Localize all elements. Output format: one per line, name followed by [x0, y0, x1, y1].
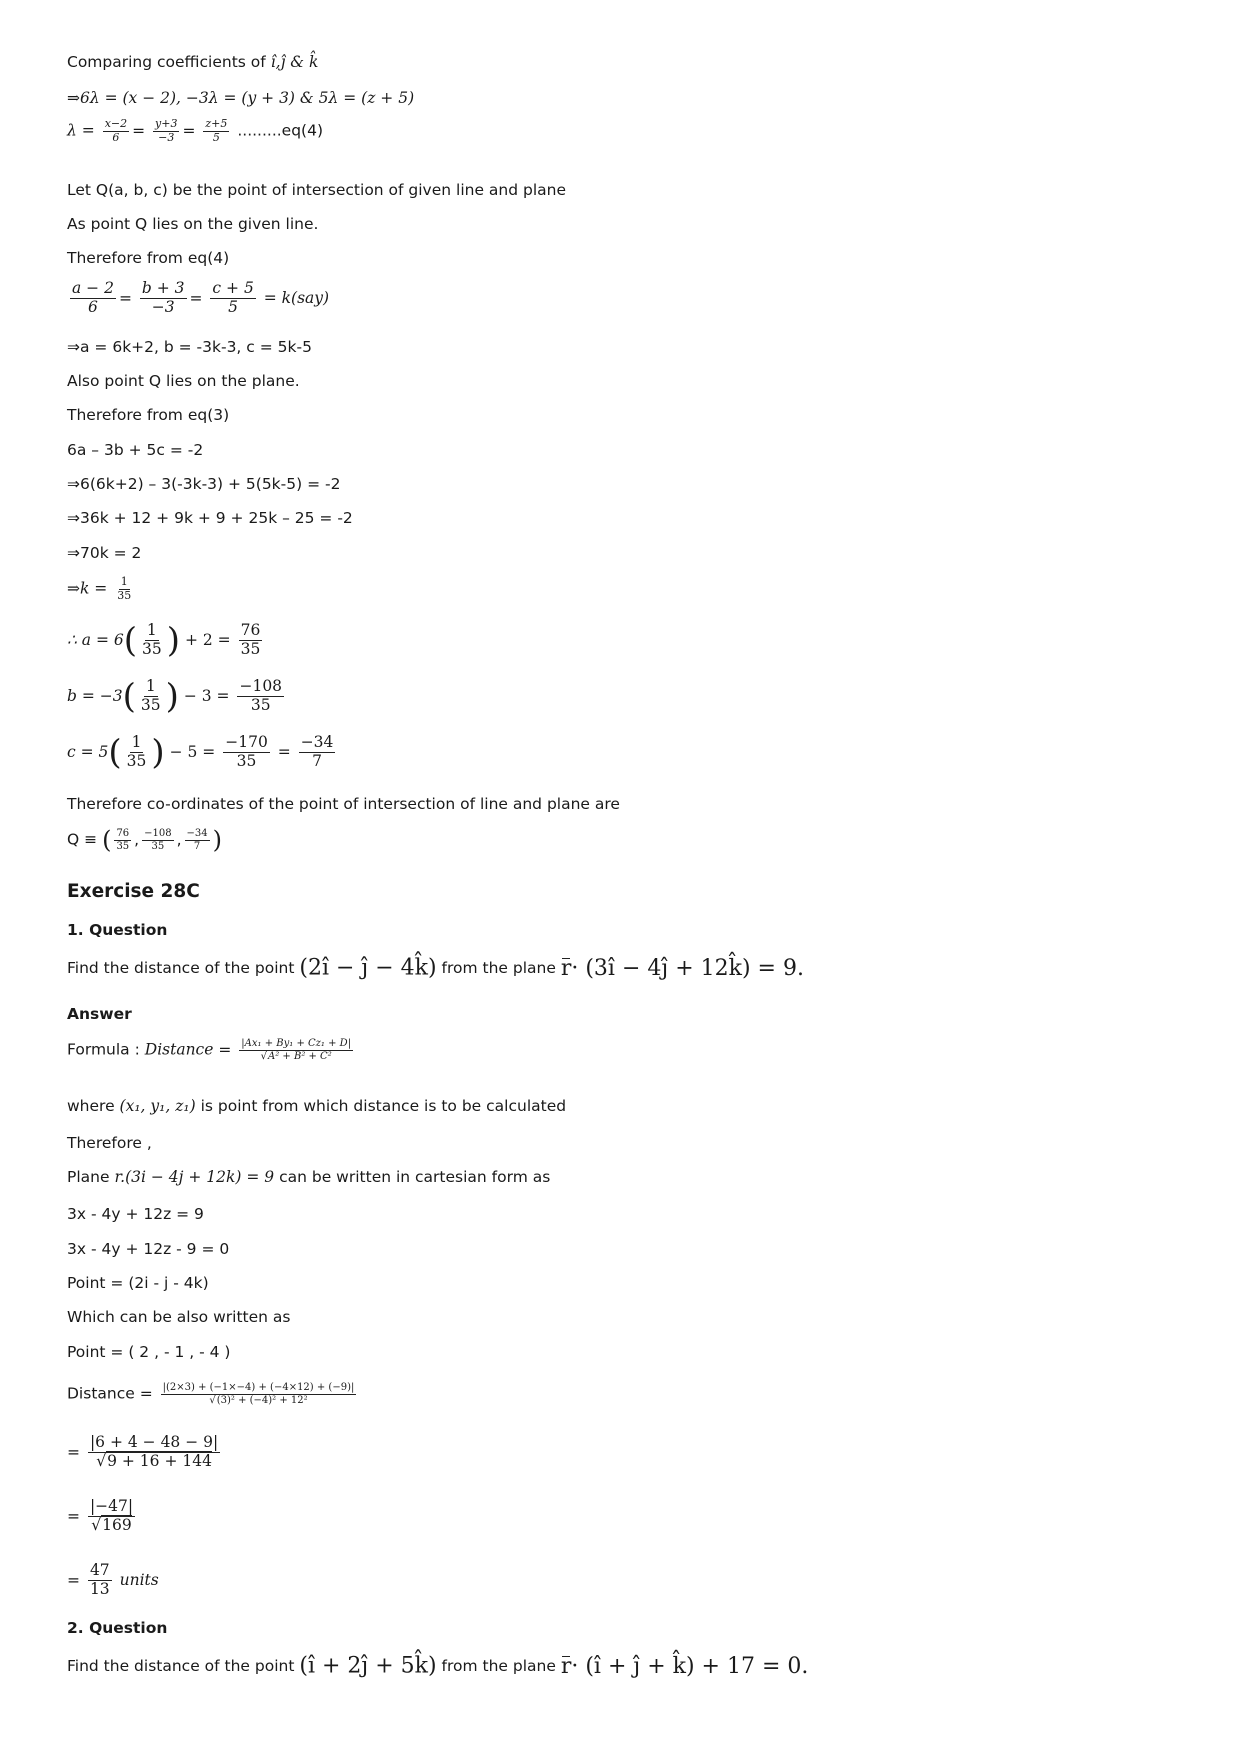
- therefore-line: Therefore ,: [67, 1134, 152, 1152]
- cartesian-2: 3x - 4y + 12z - 9 = 0: [67, 1240, 230, 1258]
- point-coords: Point = ( 2 , - 1 , - 4 ): [67, 1343, 231, 1361]
- line-comparing: Comparing coefficients of î,ĵ & k̂: [67, 53, 319, 71]
- line-70k: ⇒70k = 2: [67, 544, 142, 562]
- line-abc-in-k: ⇒a = 6k+2, b = -3k-3, c = 5k-5: [67, 338, 312, 356]
- also-written: Which can be also written as: [67, 1308, 291, 1326]
- line-plane-eq: 6a – 3b + 5c = -2: [67, 441, 204, 459]
- cartesian-1: 3x - 4y + 12z = 9: [67, 1205, 204, 1223]
- answer-title: Answer: [67, 1005, 132, 1023]
- question-1-title: 1. Question: [67, 921, 168, 939]
- plane-line: Plane r.(3i − 4j + 12k) = 9 can be written in cartesian form as: [67, 1168, 551, 1186]
- exercise-title: Exercise 28C: [67, 881, 200, 902]
- line-q-on-plane: Also point Q lies on the plane.: [67, 372, 300, 390]
- distance-result: = $\frac{47}{13}$ units: [67, 1561, 159, 1598]
- line-k-say: $\frac{a - 2}{6}$ = $\frac{b + 3}{-3}$ = $\frac{c + 5}{5}$ = k(say): [72, 279, 330, 316]
- point-vector: Point = (2i - j - 4k): [67, 1274, 209, 1292]
- line-b-value: b = −3( $\frac{1}{35}$ ) − 3 = $\frac{-108}{35}$: [67, 676, 283, 717]
- distance-substitution: Distance = $\frac{|(2\times 3) + (-1\times-4) + (-4\times 12) + (-9)|}{\text{√(3)² + (−4)² + 12²}}$: [67, 1382, 355, 1406]
- formula-line: Formula : Distance = $\frac{\text{|Ax₁ + By₁ + Cz₁ + D|}}{\text{√A² + B² + C²}}$: [67, 1038, 352, 1062]
- line-k-value: ⇒k = $\frac{1}{35}$: [67, 575, 132, 602]
- line-a-value: ∴ a = 6( $\frac{1}{35}$ ) + 2 = $\frac{76}{35}$: [67, 620, 261, 661]
- distance-step-1: = $\frac{|6 + 4 - 48 - 9|}{√9 + 16 + 144}$: [67, 1433, 219, 1470]
- line-from-eq4: Therefore from eq(4): [67, 249, 230, 267]
- question-2-text: Find the distance of the point (î + 2ĵ + 5k̂) from the plane r· (î + ĵ + k̂) + 17 = 0.: [67, 1653, 809, 1679]
- line-let-q: Let Q(a, b, c) be the point of intersection of given line and plane: [67, 181, 567, 199]
- question-1-text: Find the distance of the point (2î − ĵ − 4k̂) from the plane r· (3î − 4ĵ + 12k̂) = 9.: [67, 955, 804, 981]
- line-expand: ⇒36k + 12 + 9k + 9 + 25k – 25 = -2: [67, 509, 353, 527]
- line-substitute: ⇒6(6k+2) – 3(-3k-3) + 5(5k-5) = -2: [67, 475, 341, 493]
- line-q-on-line: As point Q lies on the given line.: [67, 215, 319, 233]
- line-lambda-relations: ⇒6λ = (x − 2), −3λ = (y + 3) & 5λ = (z + 5): [67, 89, 415, 107]
- line-c-value: c = 5( $\frac{1}{35}$ ) − 5 = $\frac{-170}{35}$ = $\frac{-34}{7}$: [67, 732, 334, 773]
- line-from-eq3: Therefore from eq(3): [67, 406, 230, 424]
- line-eq4: λ = $\frac{x-2}{6}$ = $\frac{y+3}{-3}$ = $\frac{z+5}{5}$ .........eq(4): [67, 117, 324, 144]
- line-q-coordinates: Q ≡ ( $\frac{76}{35}$ , $\frac{-108}{35}$ , $\frac{-34}{7}$ ): [67, 826, 222, 854]
- distance-step-2: = $\frac{|-47|}{√169}$: [67, 1497, 134, 1534]
- question-2-title: 2. Question: [67, 1619, 168, 1637]
- line-coordinates-intro: Therefore co-ordinates of the point of intersection of line and plane are: [67, 795, 620, 813]
- where-line: where (x₁, y₁, z₁) is point from which distance is to be calculated: [67, 1097, 567, 1115]
